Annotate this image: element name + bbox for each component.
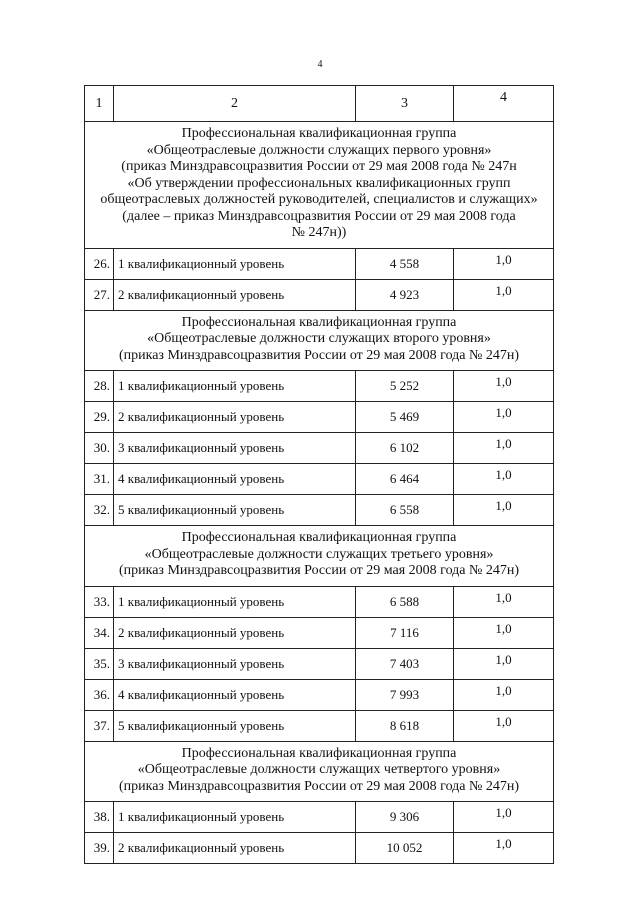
column-header-3: 3 [356,86,454,122]
table-row [85,402,554,433]
group-title-line: «Об утверждении профессиональных квалификационных групп [127,175,511,191]
salary-value: 7 993 [356,679,454,710]
coefficient-value: 1,0 [454,648,554,679]
row-number: 27. [85,279,114,310]
table-row [85,464,554,495]
table-row [85,710,554,741]
group-header-row [85,741,554,802]
coefficient-value: 1,0 [454,617,554,648]
salary-value: 7 116 [356,617,454,648]
coefficient-value: 1,0 [454,371,554,402]
row-number: 26. [85,248,114,279]
qualification-table [84,85,554,864]
group-title-line: Профессиональная квалификационная группа [181,126,457,141]
coefficient-value: 1,0 [454,495,554,526]
salary-value: 5 469 [356,402,454,433]
table-row [85,371,554,402]
header-row [85,86,554,122]
coefficient-value: 1,0 [454,279,554,310]
column-header-4: 4 [454,86,554,122]
group-title-line: «Общеотраслевые должности служащих второго уровня» [147,331,491,346]
table-row [85,433,554,464]
group-title [85,526,554,587]
salary-value: 4 923 [356,279,454,310]
group-header-row [85,122,554,249]
group-title-line: Профессиональная квалификационная группа [181,314,457,330]
row-number: 35. [85,648,114,679]
coefficient-value: 1,0 [454,679,554,710]
group-title-line: (приказ Минздравсоцразвития России от 29 мая 2008 года № 247н [121,159,517,174]
table-row [85,586,554,617]
group-title-line: Профессиональная квалификационная группа [181,530,457,545]
table-row [85,679,554,710]
row-number: 30. [85,433,114,464]
qualification-level: 2 квалификационный уровень [114,279,356,310]
coefficient-value: 1,0 [454,464,554,495]
row-number: 38. [85,802,114,833]
qualification-level: 3 квалификационный уровень [114,433,356,464]
row-number: 39. [85,833,114,864]
coefficient-value: 1,0 [454,586,554,617]
row-number: 31. [85,464,114,495]
group-title-line: (приказ Минздравсоцразвития России от 29 мая 2008 года № 247н) [118,563,520,578]
salary-value: 7 403 [356,648,454,679]
qualification-level: 1 квалификационный уровень [114,802,356,833]
qualification-level: 5 квалификационный уровень [114,710,356,741]
coefficient-value: 1,0 [454,802,554,833]
row-number: 28. [85,371,114,402]
row-number: 36. [85,679,114,710]
row-number: 33. [85,586,114,617]
salary-value: 10 052 [356,833,454,864]
column-header-1: 1 [85,86,114,122]
group-header-row [85,310,554,371]
coefficient-value: 1,0 [454,433,554,464]
group-title-line: общеотраслевых должностей руководителей, специалистов и служащих» [100,192,538,207]
salary-value: 4 558 [356,248,454,279]
group-title-line: «Общеотраслевые должности служащих четвертого уровня» [137,762,501,777]
coefficient-value: 1,0 [454,710,554,741]
group-header-row [85,526,554,587]
qualification-level: 2 квалификационный уровень [114,617,356,648]
column-header-2: 2 [114,86,356,122]
table-row [85,833,554,864]
salary-value: 5 252 [356,371,454,402]
group-title [85,122,554,249]
coefficient-value: 1,0 [454,248,554,279]
row-number: 37. [85,710,114,741]
salary-value: 9 306 [356,802,454,833]
coefficient-value: 1,0 [454,833,554,864]
qualification-level: 1 квалификационный уровень [114,248,356,279]
qualification-level: 5 квалификационный уровень [114,495,356,526]
table-row [85,802,554,833]
salary-value: 6 558 [356,495,454,526]
qualification-level: 3 квалификационный уровень [114,648,356,679]
table-row [85,495,554,526]
salary-value: 6 102 [356,433,454,464]
coefficient-value: 1,0 [454,402,554,433]
group-title [85,741,554,802]
group-title [85,310,554,371]
salary-value: 8 618 [356,710,454,741]
page-number: 4 [317,59,323,70]
salary-value: 6 588 [356,586,454,617]
salary-value: 6 464 [356,464,454,495]
group-title-line: Профессиональная квалификационная группа [181,745,457,761]
qualification-level: 4 квалификационный уровень [114,464,356,495]
group-title-line: «Общеотраслевые должности служащих первого уровня» [146,142,492,158]
table-row [85,648,554,679]
table-row [85,617,554,648]
table-row [85,279,554,310]
group-title-line: № 247н)) [291,225,347,240]
qualification-level: 1 квалификационный уровень [114,586,356,617]
group-title-line: (далее – приказ Минздравсоцразвития России от 29 мая 2008 года [122,208,516,224]
group-title-line: (приказ Минздравсоцразвития России от 29 мая 2008 года № 247н) [118,347,520,363]
group-title-line: «Общеотраслевые должности служащих третьего уровня» [144,546,494,562]
row-number: 34. [85,617,114,648]
table-row [85,248,554,279]
qualification-level: 2 квалификационный уровень [114,833,356,864]
group-title-line: (приказ Минздравсоцразвития России от 29 мая 2008 года № 247н) [118,778,520,794]
qualification-level: 4 квалификационный уровень [114,679,356,710]
qualification-level: 1 квалификационный уровень [114,371,356,402]
row-number: 29. [85,402,114,433]
qualification-level: 2 квалификационный уровень [114,402,356,433]
row-number: 32. [85,495,114,526]
